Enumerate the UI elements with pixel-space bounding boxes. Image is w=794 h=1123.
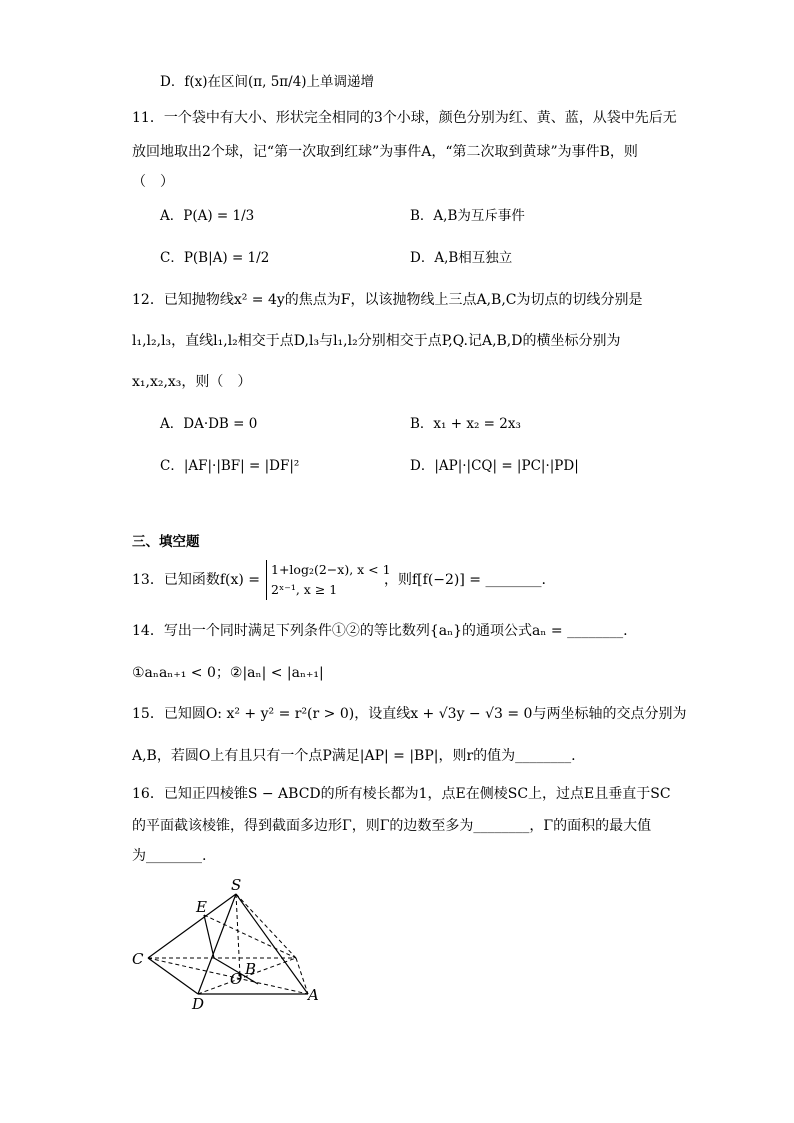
q12-option-b: B．x₁ + x₂ = 2x₃ [410,416,521,432]
q13-prefix: 13．已知函数f(x) = [132,572,260,588]
q14-line-1: 14．写出一个同时满足下列条件①②的等比数列{aₙ}的通项公式aₙ = ________. [132,623,628,639]
label-d: D [192,995,205,1012]
q16-line-2: 的平面截该棱锥，得到截面多边形Γ，则Γ的边数至多为________，Γ的面积的最大值 [132,818,652,834]
q11-line-3: （ ） [132,174,174,190]
q10-option-d: D．f(x)在区间(π, 5π/4)上单调递增 [160,74,375,90]
q13-suffix: ，则f[f(−2)] = ________. [384,572,546,588]
edge-cs [148,894,236,958]
label-b: B [245,960,257,978]
q12-line-3: x₁,x₂,x₃，则（ ） [132,374,252,390]
q12-option-d: D．|AP|·|CQ| = |PC|·|PD| [410,458,579,474]
label-s: S [231,876,242,894]
label-a: A [308,986,319,1004]
section-title: 三、填空题 [132,534,200,550]
label-c: C [132,950,144,968]
q16-line-3: 为________. [132,848,207,864]
q16-line-1: 16．已知正四棱锥S − ABCD的所有棱长都为1，点E在侧棱SC上，过点E且垂直于SC [132,786,671,802]
edge-cd [148,958,198,994]
q12-line-2: l₁,l₂,l₃，直线l₁,l₂相交于点D,l₃与l₁,l₂分别相交于点P,Q.记A,B,D的横坐标分别为 [132,333,621,349]
q12-option-a: A．DA·DB = 0 [160,416,258,432]
q15-line-2: A,B，若圆O上有且只有一个点P满足|AP| = |BP|，则r的值为________. [132,748,576,764]
pyramid-figure [128,872,328,1012]
q12-option-c: C．|AF|·|BF| = |DF|² [160,458,300,474]
q14-line-2: ①aₙaₙ₊₁ < 0；②|aₙ| < |aₙ₊₁| [132,665,324,681]
q11-option-b: B．A,B为互斥事件 [410,208,525,224]
q11-option-c: C．P(B|A) = 1/2 [160,250,270,266]
label-o: O [230,970,243,988]
q13-piecewise [266,560,391,600]
q12-line-1: 12．已知抛物线x² = 4y的焦点为F，以该抛物线上三点A,B,C为切点的切线分别是 [132,292,643,308]
q15-line-1: 15．已知圆O: x² + y² = r²(r > 0)，设直线x + √3y − √3 = 0与两坐标轴的交点分别为 [132,706,687,722]
edge-ba-hidden [296,958,308,994]
q11-line-2: 放回地取出2个球，记“第一次取到红球”为事件A，“第二次取到黄球”为事件B，则 [132,144,638,160]
q13-case-2: 2ˣ⁻¹, x ≥ 1 [271,582,338,597]
q11-option-a: A．P(A) = 1/3 [160,208,255,224]
edge-sb-hidden [236,894,296,958]
q11-line-1: 11．一个袋中有大小、形状完全相同的3个小球，颜色分别为红、黄、蓝，从袋中先后无 [132,110,677,126]
q11-option-d: D．A,B相互独立 [410,250,513,266]
height-so-hidden [236,894,240,976]
section-line-eb-hidden [204,915,296,958]
edge-sa [236,894,308,994]
q13-case-1: 1+log₂(2−x), x < 1 [271,562,391,577]
section-line-e [204,915,214,958]
label-e: E [196,898,207,916]
